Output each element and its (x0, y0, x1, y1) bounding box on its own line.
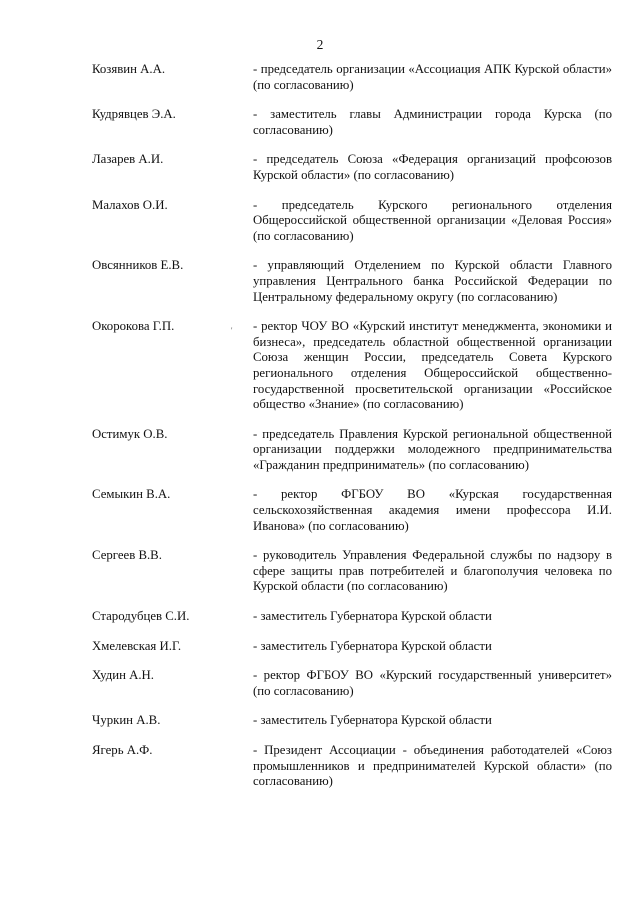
member-role: - Президент Ассоциации - объединения работодателей «Союз промышленников и предпринимателей Курской области» (по согласованию) (253, 743, 612, 789)
page-number: 2 (316, 37, 324, 52)
member-row (92, 62, 612, 93)
member-row (92, 258, 612, 305)
member-role: - заместитель Губернатора Курской области (253, 638, 492, 653)
member-role: - ректор ФГБОУ ВО «Курский государственный университет» (по согласованию) (253, 668, 612, 698)
member-list (92, 62, 612, 804)
member-name: Семыкин В.А. (92, 487, 171, 502)
member-row (92, 152, 612, 183)
member-role: - заместитель Губернатора Курской области (253, 713, 492, 728)
member-name: Остимук О.В. (92, 426, 168, 441)
member-row (92, 639, 612, 655)
scan-artifact-mark: ' (231, 326, 233, 335)
member-name: Стародубцев С.И. (92, 609, 190, 624)
member-name: Малахов О.И. (92, 197, 168, 212)
member-row (92, 487, 612, 534)
member-role: - ректор ЧОУ ВО «Курский институт менеджмента, экономики и бизнеса», председатель областной общественной организации Союза женщин России, председатель Совета Курского регионального отделения Общероссийской общественно-государственной просветительской организации «Российское общество «Знание» (по согласованию) (253, 319, 612, 412)
member-name: Кудрявцев Э.А. (92, 107, 176, 122)
member-row (92, 713, 612, 729)
member-row (92, 107, 612, 138)
member-row (92, 609, 612, 625)
member-row (92, 198, 612, 245)
member-name: Ягерь А.Ф. (92, 743, 153, 757)
member-name: Худин А.Н. (92, 668, 154, 683)
member-role: - ректор ФГБОУ ВО «Курская государственная сельскохозяйственная академия имени профессора И.И. Иванова» (по согласованию) (253, 487, 612, 533)
member-name: Козявин А.А. (92, 62, 166, 76)
member-name: Лазарев А.И. (92, 152, 164, 167)
member-role: - руководитель Управления Федеральной службы по надзору в сфере защиты прав потребителей и благополучия человека по Курской области (по согласованию) (253, 548, 612, 594)
member-role: - председатель Союза «Федерация организаций профсоюзов Курской области» (по согласованию) (253, 152, 612, 182)
member-name: Чуркин А.В. (92, 713, 161, 728)
member-row (92, 668, 612, 699)
member-name: Овсянников Е.В. (92, 258, 184, 273)
member-row (92, 743, 612, 790)
member-role: - председатель Курского регионального отделения Общероссийской общественной организации «Деловая Россия» (по согласованию) (253, 197, 612, 243)
member-name: Сергеев В.В. (92, 548, 162, 563)
member-row (92, 427, 612, 474)
member-role: - заместитель главы Администрации города Курска (по согласованию) (253, 107, 612, 137)
member-role: - заместитель Губернатора Курской области (253, 609, 492, 624)
member-row (92, 319, 612, 413)
member-role: - председатель организации «Ассоциация АПК Курской области» (по согласованию) (253, 62, 612, 92)
member-name: Хмелевская И.Г. (92, 638, 182, 653)
member-role: - управляющий Отделением по Курской области Главного управления Центрального банка Российской Федерации по Центральному федеральному округу (по согласованию) (253, 258, 612, 304)
member-role: - председатель Правления Курской региональной общественной организации поддержки молодежного предпринимательства «Гражданин предприниматель» (по согласованию) (253, 426, 612, 472)
member-name: Окорокова Г.П. (92, 319, 175, 334)
member-row (92, 548, 612, 595)
